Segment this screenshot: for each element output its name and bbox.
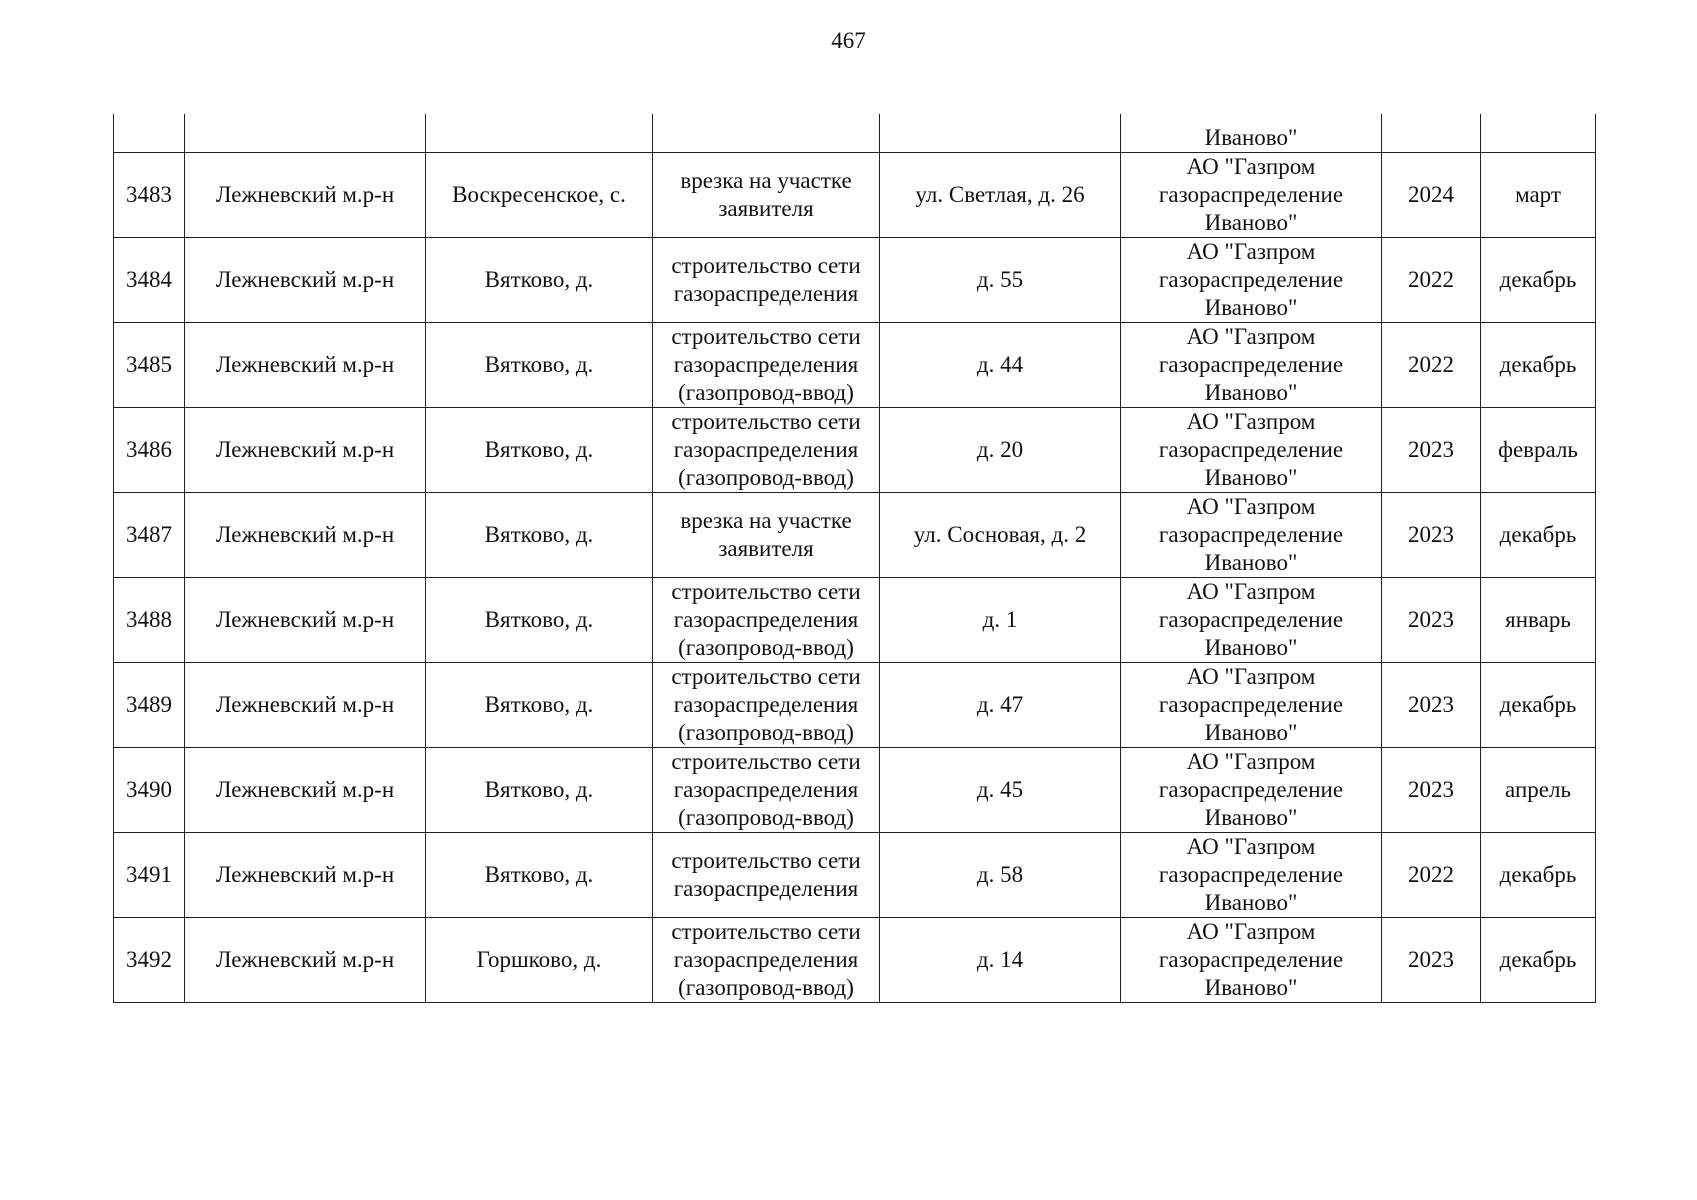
cell-month: апрель bbox=[1481, 748, 1596, 833]
cell-year: 2022 bbox=[1382, 238, 1481, 323]
cell-district bbox=[185, 114, 426, 153]
cell-address: д. 1 bbox=[880, 578, 1121, 663]
cell-year: 2023 bbox=[1382, 408, 1481, 493]
table-row bbox=[114, 323, 1596, 408]
table-body bbox=[114, 114, 1596, 1003]
cell-owner: АО "Газпром газораспределение Иваново" bbox=[1121, 833, 1382, 918]
cell-locality: Воскресенское, с. bbox=[426, 153, 653, 238]
cell-work: строительство сети газораспределения (газопровод-ввод) bbox=[653, 748, 880, 833]
cell-no: 3488 bbox=[114, 578, 185, 663]
cell-month: декабрь bbox=[1481, 323, 1596, 408]
cell-address: д. 44 bbox=[880, 323, 1121, 408]
cell-year: 2024 bbox=[1382, 153, 1481, 238]
cell-address: д. 58 bbox=[880, 833, 1121, 918]
table-row bbox=[114, 238, 1596, 323]
cell-address: д. 55 bbox=[880, 238, 1121, 323]
cell-locality: Вятково, д. bbox=[426, 238, 653, 323]
table-row bbox=[114, 833, 1596, 918]
cell-locality: Вятково, д. bbox=[426, 748, 653, 833]
cell-work: строительство сети газораспределения (газопровод-ввод) bbox=[653, 408, 880, 493]
cell-work: строительство сети газораспределения (газопровод-ввод) bbox=[653, 323, 880, 408]
cell-year: 2023 bbox=[1382, 663, 1481, 748]
cell-month: декабрь bbox=[1481, 493, 1596, 578]
cell-address: д. 14 bbox=[880, 918, 1121, 1003]
cell-address: д. 47 bbox=[880, 663, 1121, 748]
cell-owner: Иваново" bbox=[1121, 114, 1382, 153]
cell-no: 3486 bbox=[114, 408, 185, 493]
cell-locality: Вятково, д. bbox=[426, 493, 653, 578]
cell-locality bbox=[426, 114, 653, 153]
cell-district: Лежневский м.р-н bbox=[185, 153, 426, 238]
cell-work: врезка на участке заявителя bbox=[653, 493, 880, 578]
page-number: 467 bbox=[831, 28, 866, 53]
cell-locality: Вятково, д. bbox=[426, 408, 653, 493]
cell-district: Лежневский м.р-н bbox=[185, 323, 426, 408]
cell-year bbox=[1382, 114, 1481, 153]
table-row bbox=[114, 153, 1596, 238]
cell-district: Лежневский м.р-н bbox=[185, 578, 426, 663]
cell-month: февраль bbox=[1481, 408, 1596, 493]
cell-owner: АО "Газпром газораспределение Иваново" bbox=[1121, 493, 1382, 578]
cell-month: декабрь bbox=[1481, 663, 1596, 748]
cell-district: Лежневский м.р-н bbox=[185, 748, 426, 833]
cell-locality: Вятково, д. bbox=[426, 833, 653, 918]
cell-work: строительство сети газораспределения (газопровод-ввод) bbox=[653, 578, 880, 663]
cell-work: строительство сети газораспределения (газопровод-ввод) bbox=[653, 918, 880, 1003]
table-row bbox=[114, 493, 1596, 578]
cell-no: 3491 bbox=[114, 833, 185, 918]
cell-month bbox=[1481, 114, 1596, 153]
cell-year: 2023 bbox=[1382, 578, 1481, 663]
cell-no: 3485 bbox=[114, 323, 185, 408]
cell-owner: АО "Газпром газораспределение Иваново" bbox=[1121, 748, 1382, 833]
cell-month: декабрь bbox=[1481, 918, 1596, 1003]
cell-locality: Вятково, д. bbox=[426, 663, 653, 748]
cell-owner: АО "Газпром газораспределение Иваново" bbox=[1121, 153, 1382, 238]
cell-work bbox=[653, 114, 880, 153]
cell-no: 3490 bbox=[114, 748, 185, 833]
cell-owner: АО "Газпром газораспределение Иваново" bbox=[1121, 663, 1382, 748]
cell-district: Лежневский м.р-н bbox=[185, 408, 426, 493]
cell-month: декабрь bbox=[1481, 238, 1596, 323]
cell-month: январь bbox=[1481, 578, 1596, 663]
cell-address: ул. Сосновая, д. 2 bbox=[880, 493, 1121, 578]
cell-address: ул. Светлая, д. 26 bbox=[880, 153, 1121, 238]
gas-connection-table bbox=[113, 114, 1595, 1003]
cell-district: Лежневский м.р-н bbox=[185, 493, 426, 578]
cell-locality: Вятково, д. bbox=[426, 323, 653, 408]
data-table bbox=[113, 114, 1596, 1003]
cell-district: Лежневский м.р-н bbox=[185, 833, 426, 918]
cell-no: 3483 bbox=[114, 153, 185, 238]
cell-year: 2022 bbox=[1382, 833, 1481, 918]
table-row bbox=[114, 918, 1596, 1003]
table-row bbox=[114, 748, 1596, 833]
table-row bbox=[114, 408, 1596, 493]
cell-owner: АО "Газпром газораспределение Иваново" bbox=[1121, 238, 1382, 323]
cell-year: 2023 bbox=[1382, 748, 1481, 833]
cell-address bbox=[880, 114, 1121, 153]
cell-district: Лежневский м.р-н bbox=[185, 238, 426, 323]
cell-year: 2022 bbox=[1382, 323, 1481, 408]
cell-no: 3489 bbox=[114, 663, 185, 748]
cell-no: 3484 bbox=[114, 238, 185, 323]
cell-locality: Вятково, д. bbox=[426, 578, 653, 663]
cell-district: Лежневский м.р-н bbox=[185, 918, 426, 1003]
cell-owner: АО "Газпром газораспределение Иваново" bbox=[1121, 918, 1382, 1003]
cell-no: 3492 bbox=[114, 918, 185, 1003]
cell-owner: АО "Газпром газораспределение Иваново" bbox=[1121, 408, 1382, 493]
cell-no bbox=[114, 114, 185, 153]
cell-year: 2023 bbox=[1382, 918, 1481, 1003]
cell-district: Лежневский м.р-н bbox=[185, 663, 426, 748]
cell-work: строительство сети газораспределения bbox=[653, 238, 880, 323]
cell-locality: Горшково, д. bbox=[426, 918, 653, 1003]
table-row bbox=[114, 663, 1596, 748]
cell-work: строительство сети газораспределения (газопровод-ввод) bbox=[653, 663, 880, 748]
cell-work: врезка на участке заявителя bbox=[653, 153, 880, 238]
cell-month: декабрь bbox=[1481, 833, 1596, 918]
cell-no: 3487 bbox=[114, 493, 185, 578]
cell-owner: АО "Газпром газораспределение Иваново" bbox=[1121, 323, 1382, 408]
continuation-row bbox=[114, 114, 1596, 153]
cell-address: д. 45 bbox=[880, 748, 1121, 833]
cell-year: 2023 bbox=[1382, 493, 1481, 578]
cell-work: строительство сети газораспределения bbox=[653, 833, 880, 918]
cell-month: март bbox=[1481, 153, 1596, 238]
cell-address: д. 20 bbox=[880, 408, 1121, 493]
table-row bbox=[114, 578, 1596, 663]
cell-owner: АО "Газпром газораспределение Иваново" bbox=[1121, 578, 1382, 663]
